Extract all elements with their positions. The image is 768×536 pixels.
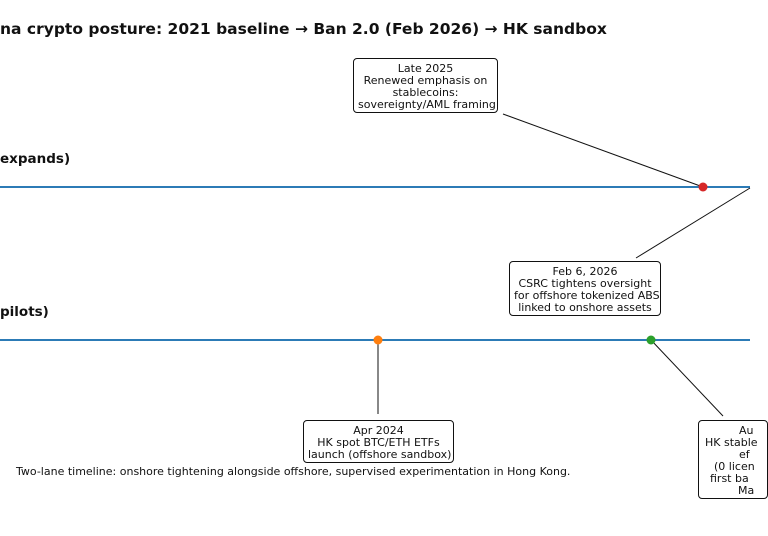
onshore-lane-line (0, 186, 750, 188)
onshore-lane-label: expands) (0, 151, 71, 167)
event-line: HK stable (705, 436, 758, 449)
event-line: sovereignty/AML framing (358, 98, 496, 111)
event-dot-late2025 (699, 183, 708, 192)
event-dot-apr2024 (374, 336, 383, 345)
event-line: first ba (710, 472, 749, 485)
connector-aug2025 (651, 340, 723, 416)
event-date: Au (739, 424, 754, 437)
event-line: ef (739, 448, 750, 461)
event-line: Renewed emphasis on (363, 74, 488, 87)
connector-feb2026 (636, 188, 750, 258)
offshore-lane-label: pilots) (0, 304, 49, 320)
event-line: launch (offshore sandbox) (308, 448, 452, 461)
event-line: for offshore tokenized ABS (514, 289, 660, 302)
event-box-late2025 (353, 58, 498, 113)
event-line: (0 licen (714, 460, 755, 473)
event-dot-aug2025 (647, 336, 656, 345)
event-box-feb2026 (509, 261, 661, 316)
event-date: Feb 6, 2026 (552, 265, 618, 278)
event-date: Apr 2024 (353, 424, 404, 437)
event-line: HK spot BTC/ETH ETFs (317, 436, 440, 449)
connector-late2025 (503, 114, 703, 187)
event-date: Late 2025 (397, 62, 454, 75)
event-line: stablecoins: (392, 86, 459, 99)
diagram-title: na crypto posture: 2021 baseline → Ban 2.0 (Feb 2026) → HK sandbox (0, 20, 607, 38)
event-line: linked to onshore assets (518, 301, 652, 314)
event-box-aug2025 (698, 420, 768, 499)
event-line: CSRC tightens oversight (518, 277, 652, 290)
event-box-apr2024 (303, 420, 454, 463)
diagram-caption: Two-lane timeline: onshore tightening alongside offshore, supervised experimentation in Hong Kong. (16, 465, 571, 478)
event-line: Ma (738, 484, 755, 497)
